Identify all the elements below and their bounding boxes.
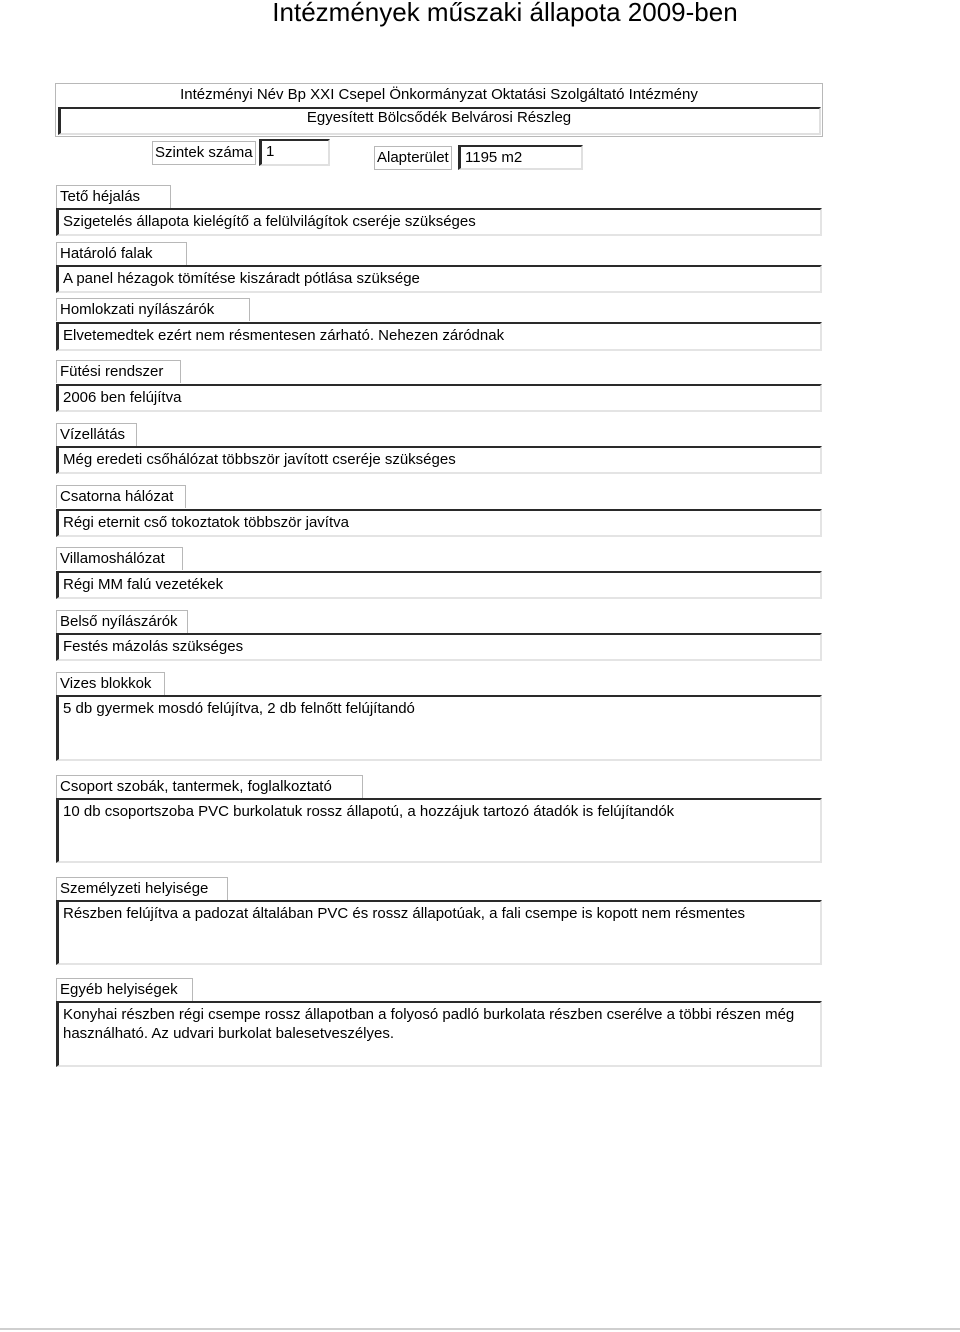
- section-field-roof[interactable]: Szigetelés állapota kielégítő a felülvilágítok cseréje szükséges: [56, 208, 822, 236]
- section-label-water-supply: Vízellátás: [56, 423, 137, 446]
- section-field-group-rooms[interactable]: 10 db csoportszoba PVC burkolatuk rossz állapotú, a hozzájuk tartozó átadók is felújítandók: [56, 798, 822, 863]
- institution-name-line2: Egyesített Bölcsődék Belvárosi Részleg: [306, 109, 572, 126]
- section-label-heating: Fütési rendszer: [56, 360, 181, 383]
- section-field-sewer[interactable]: Régi eternit cső tokoztatok többször javítva: [56, 509, 822, 537]
- section-label-sewer: Csatorna hálózat: [56, 485, 186, 508]
- section-field-staff-rooms[interactable]: Részben felújítva a padozat általában PVC és rossz állapotúak, a fali csempe is kopott nem résmentes: [56, 900, 822, 965]
- section-field-walls[interactable]: A panel hézagok tömítése kiszáradt pótlása szüksége: [56, 265, 822, 293]
- levels-label: Szintek száma: [152, 141, 256, 165]
- section-field-wet-blocks[interactable]: 5 db gyermek mosdó felújítva, 2 db felnőtt felújítandó: [56, 695, 822, 761]
- section-field-facade-openings[interactable]: Elvetemedtek ezért nem résmentesen zárható. Nehezen záródnak: [56, 322, 822, 351]
- section-label-staff-rooms: Személyzeti helyisége: [56, 877, 228, 900]
- section-field-water-supply[interactable]: Még eredeti csőhálózat többször javított cseréje szükséges: [56, 446, 822, 474]
- section-field-interior-openings[interactable]: Festés mázolás szükséges: [56, 633, 822, 661]
- section-label-other-rooms: Egyéb helyiségek: [56, 978, 193, 1001]
- section-label-walls: Határoló falak: [56, 242, 187, 265]
- levels-field[interactable]: 1: [259, 139, 330, 166]
- section-label-facade-openings: Homlokzati nyílászárók: [56, 298, 250, 321]
- section-label-wet-blocks: Vizes blokkok: [56, 672, 165, 695]
- section-label-interior-openings: Belső nyílászárók: [56, 610, 188, 633]
- section-field-other-rooms[interactable]: Konyhai részben régi csempe rossz állapotban a folyosó padló burkolata részben cserélve a többi részen még használható. Az udvari burkolat balesetveszélyes.: [56, 1001, 822, 1067]
- page-bottom-divider: [0, 1328, 960, 1330]
- area-field[interactable]: 1195 m2: [458, 145, 583, 170]
- institution-name-line1: Intézményi Név Bp XXI Csepel Önkormányzat Oktatási Szolgáltató Intézmény: [180, 86, 698, 103]
- section-label-electrical: Villamoshálózat: [56, 547, 183, 570]
- section-label-roof: Tető héjalás: [56, 185, 171, 208]
- area-label: Alapterület: [374, 146, 452, 170]
- section-field-heating[interactable]: 2006 ben felújítva: [56, 384, 822, 412]
- section-field-electrical[interactable]: Régi MM falú vezetékek: [56, 571, 822, 599]
- section-label-group-rooms: Csoport szobák, tantermek, foglalkoztató: [56, 775, 363, 798]
- page-title: Intézmények műszaki állapota 2009-ben: [272, 0, 738, 27]
